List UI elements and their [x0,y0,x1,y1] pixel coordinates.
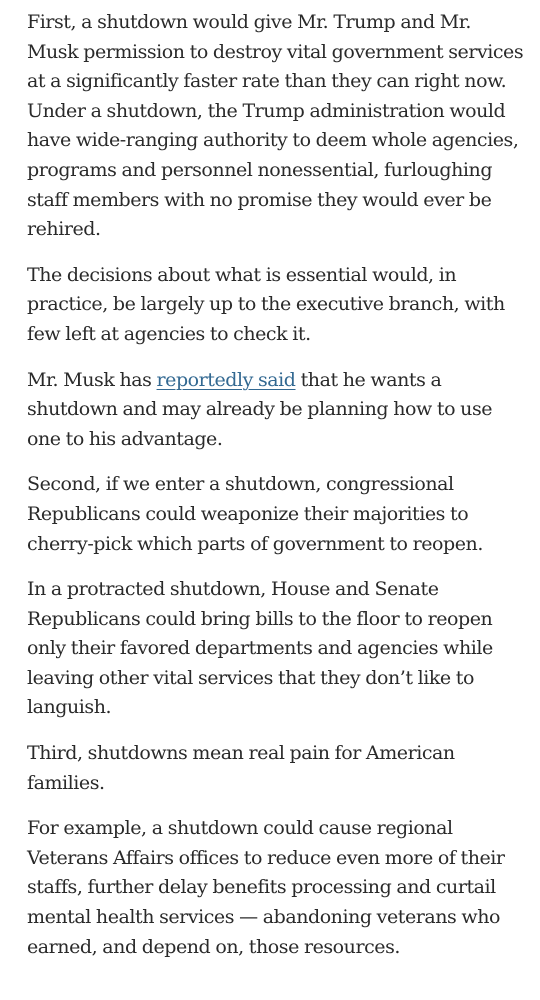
paragraph-5: In a protracted shutdown, House and Senate Republicans could bring bills to the floor to reopen only their favored departments and agencies while leaving other vital services that they don’t like to languish. [27,578,493,719]
paragraph-1: First, a shutdown would give Mr. Trump and Mr. Musk permission to destroy vital government services at a significantly faster rate than they can right now. Under a shutdown, the Trump administration would have wide-ranging authority to deem whole agencies, programs and personnel nonessential, furloughing staff members with no promise they would ever be rehired. [27,11,524,241]
article-body [27,8,527,978]
paragraph-3-lead: Mr. Musk has [27,368,157,391]
paragraph-7: For example, a shutdown could cause regional Veterans Affairs offices to reduce even more of their staffs, further delay benefits processing and curtail mental health services — abandoning veterans who earned, and depend on, those resources. [27,817,505,958]
paragraph-3 [27,366,527,455]
paragraph-6: Third, shutdowns mean real pain for American families. [27,742,455,794]
reportedly-said-link[interactable]: reportedly said [156,368,296,391]
paragraph-3-tail: that he wants a shutdown and may already be planning how to use one to his advantage. [27,368,493,450]
paragraph-4: Second, if we enter a shutdown, congressional Republicans could weaponize their majorities to cherry-pick which parts of government to reopen. [27,473,483,555]
paragraph-2: The decisions about what is essential would, in practice, be largely up to the executive branch, with few left at agencies to check it. [27,263,505,345]
